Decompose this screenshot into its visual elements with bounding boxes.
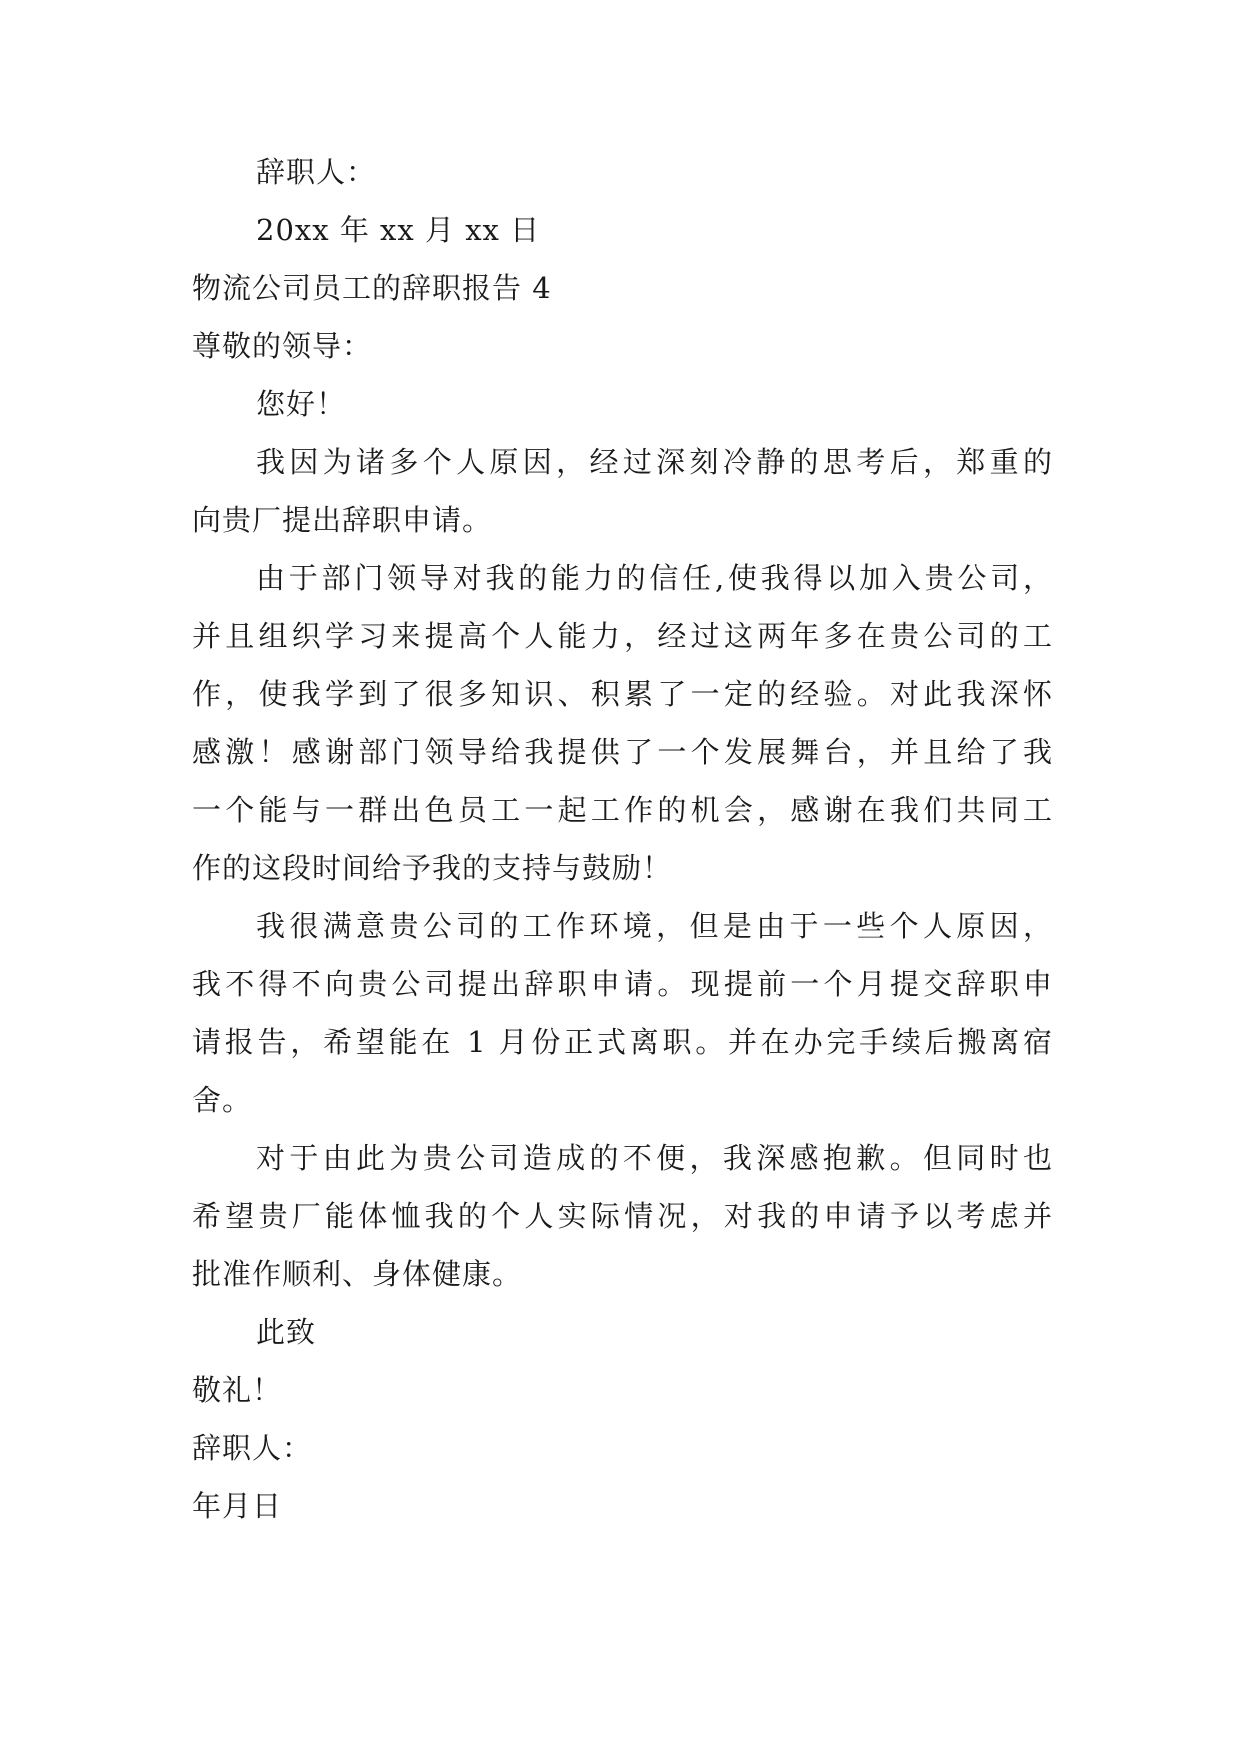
body-line: 对于由此为贵公司造成的不便，我深感抱歉。但同时也: [256, 1141, 1052, 1175]
signatory-label: 辞职人：: [192, 1431, 313, 1465]
body-line: 一个能与一群出色员工一起工作的机会，感谢在我们共同工: [192, 793, 1052, 827]
salutation: 尊敬的领导：: [192, 329, 373, 363]
body-line: 我很满意贵公司的工作环境，但是由于一些个人原因，: [256, 909, 1052, 943]
body-line: 感激！感谢部门领导给我提供了一个发展舞台，并且给了我: [192, 735, 1052, 769]
body-line: 请报告，希望能在 1 月份正式离职。并在办完手续后搬离宿: [192, 1025, 1052, 1059]
body-line: 向贵厂提出辞职申请。: [192, 503, 493, 537]
closing-salute: 敬礼！: [192, 1373, 283, 1407]
body-line: 批准作顺利、身体健康。: [192, 1257, 523, 1291]
body-line: 作，使我学到了很多知识、积累了一定的经验。对此我深怀: [192, 677, 1052, 711]
body-line: 并且组织学习来提高个人能力，经过这两年多在贵公司的工: [192, 619, 1052, 653]
body-line: 我不得不向贵公司提出辞职申请。现提前一个月提交辞职申: [192, 967, 1052, 1001]
body-line: 希望贵厂能体恤我的个人实际情况，对我的申请予以考虑并: [192, 1199, 1052, 1233]
section-title: 物流公司员工的辞职报告 4: [192, 271, 552, 305]
date-line: 年月日: [192, 1489, 283, 1523]
body-line: 由于部门领导对我的能力的信任,使我得以加入贵公司，: [256, 561, 1052, 595]
greeting: 您好！: [256, 387, 347, 421]
closing-phrase: 此致: [256, 1315, 317, 1349]
body-line: 作的这段时间给予我的支持与鼓励！: [192, 851, 673, 885]
date-line-top: 20xx 年 xx 月 xx 日: [256, 213, 541, 247]
body-line: 舍。: [192, 1083, 253, 1117]
body-line: 我因为诸多个人原因，经过深刻冷静的思考后，郑重的: [256, 445, 1052, 479]
signatory-label-top: 辞职人：: [256, 155, 377, 189]
